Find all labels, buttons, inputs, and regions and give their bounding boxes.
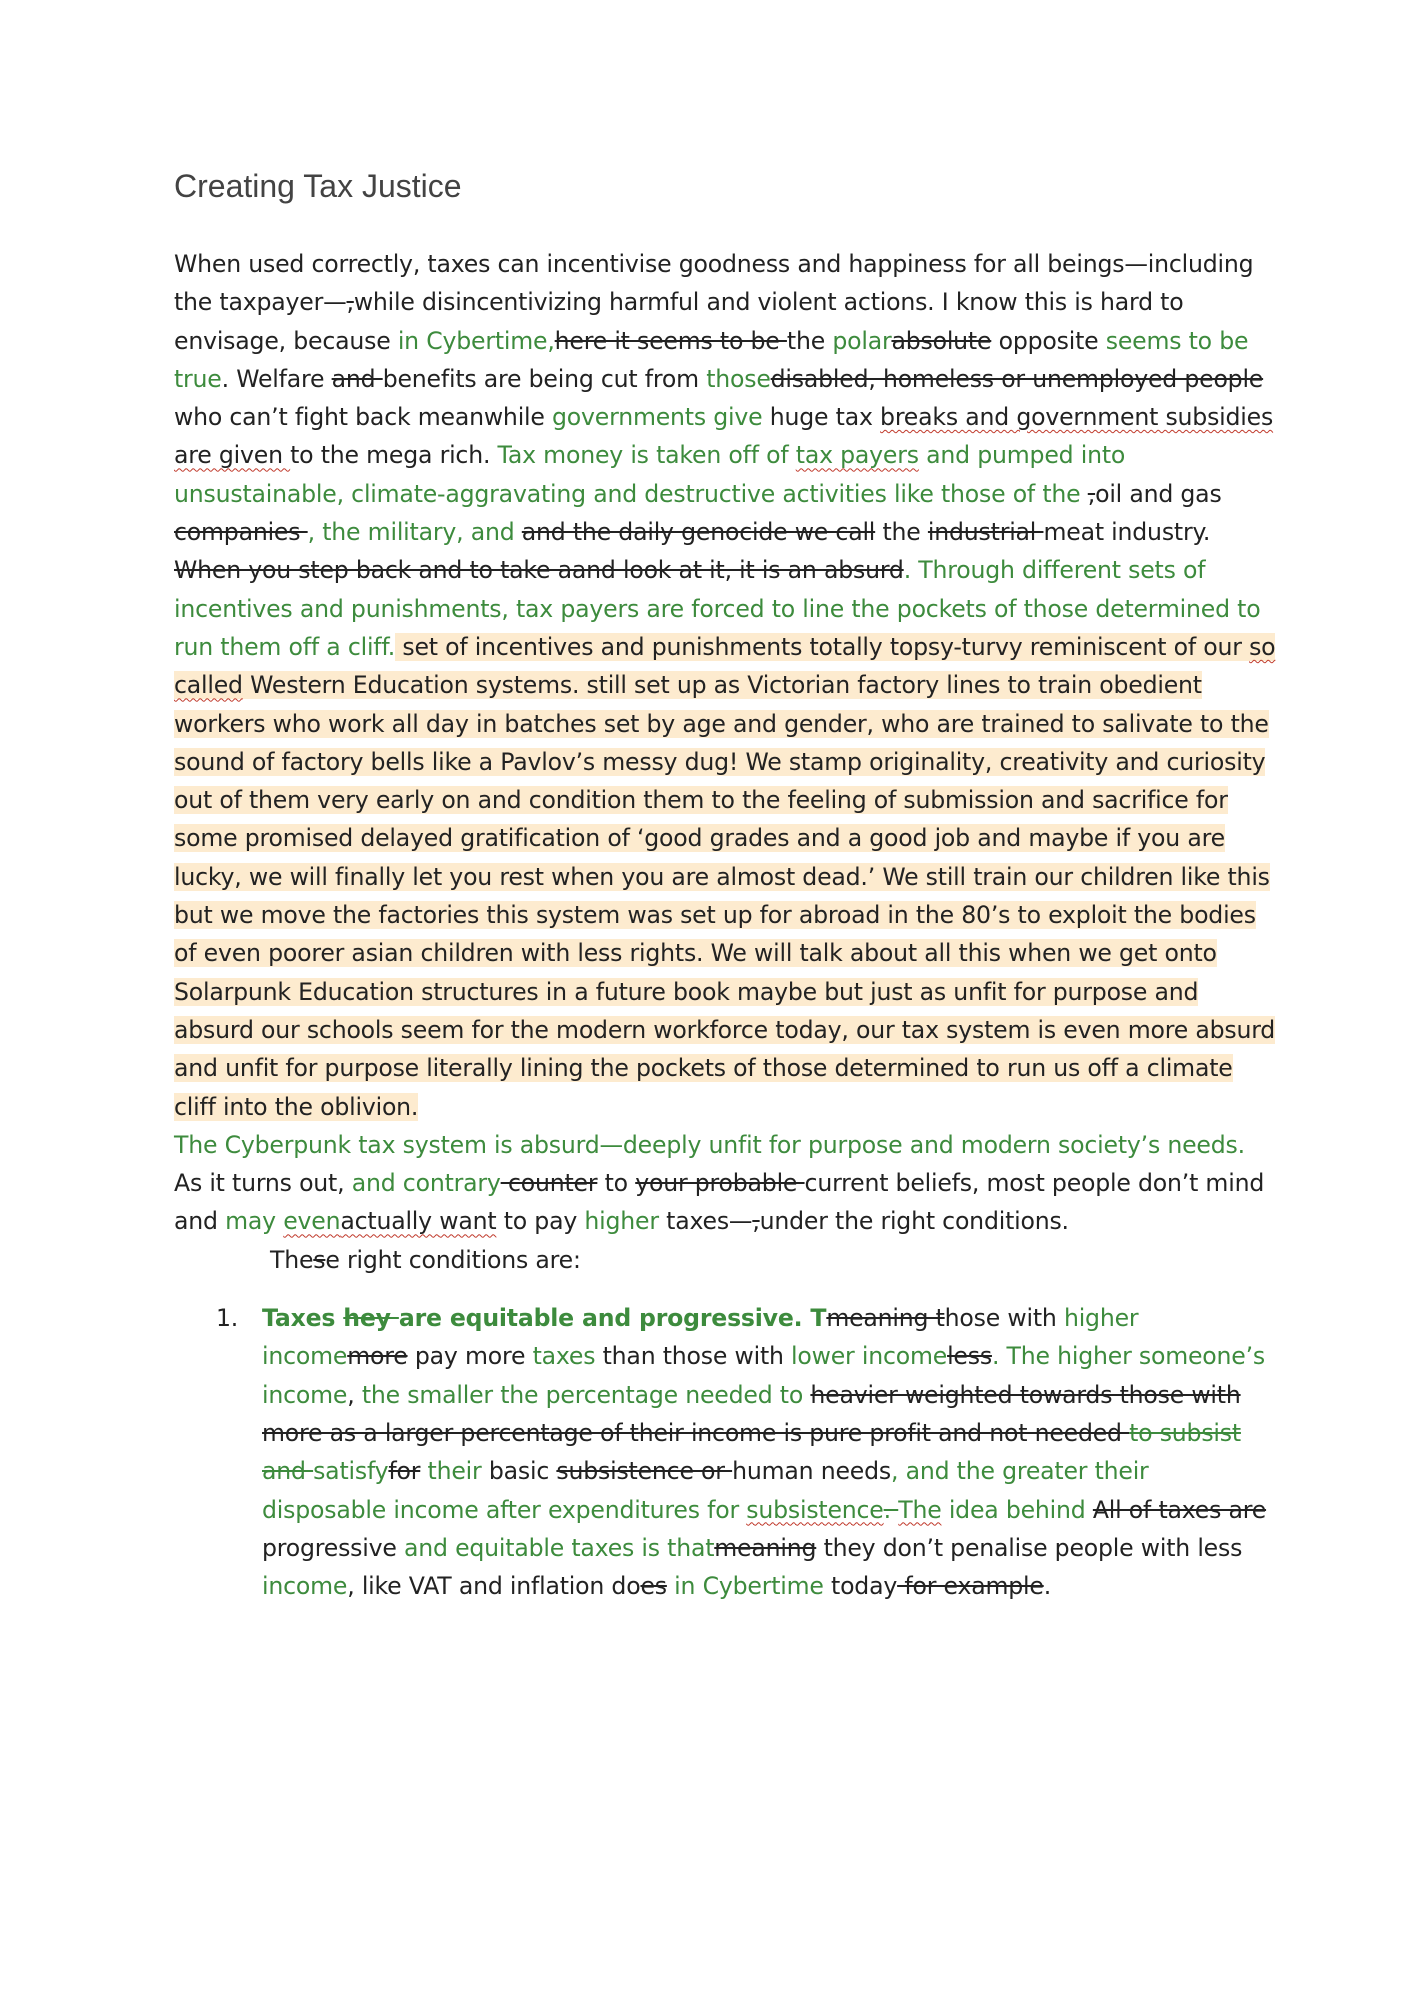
text-run: idea behind bbox=[941, 1495, 1093, 1524]
text-run: . bbox=[883, 1495, 899, 1524]
text-run: , like VAT and inflation do bbox=[347, 1572, 641, 1601]
text-run: and pumped into unsustainable, climate-aggravating and destructive activities like those of the bbox=[174, 441, 1126, 508]
text-run: companies bbox=[174, 518, 308, 547]
text-run: to pay bbox=[496, 1207, 585, 1236]
paragraph-right-conditions-intro[interactable] bbox=[174, 1164, 1276, 1241]
text-run: subsistence or bbox=[556, 1457, 733, 1486]
text-run: benefits are being cut from bbox=[382, 364, 707, 393]
text-run: less bbox=[947, 1342, 992, 1371]
text-run: meat industry. bbox=[1043, 518, 1211, 547]
text-run: . Welfare bbox=[221, 364, 332, 393]
text-run: , bbox=[1087, 479, 1096, 508]
text-run: tax payers bbox=[795, 441, 919, 470]
document-page bbox=[174, 168, 1276, 1605]
text-run: and contrary bbox=[351, 1169, 501, 1198]
text-run: , bbox=[346, 288, 354, 317]
text-run: huge tax bbox=[762, 403, 881, 432]
text-run: e right conditions are: bbox=[325, 1245, 581, 1274]
text-run: they don’t penalise people with less bbox=[816, 1533, 1243, 1562]
text-run: The bbox=[270, 1245, 314, 1274]
text-run: for example bbox=[897, 1572, 1044, 1601]
text-run: progressive bbox=[262, 1533, 404, 1562]
text-run: es bbox=[640, 1572, 667, 1601]
paragraph-conditions-lead[interactable] bbox=[174, 1241, 1276, 1279]
text-run: to subsist and bbox=[262, 1418, 1241, 1486]
text-run: taxes— bbox=[658, 1207, 753, 1236]
text-run: want bbox=[439, 1207, 497, 1236]
text-run: , the military, and bbox=[307, 518, 522, 547]
text-run: hose with bbox=[944, 1304, 1064, 1333]
text-run: counter bbox=[500, 1169, 598, 1198]
text-run: their bbox=[420, 1457, 482, 1486]
text-run: under the right conditions. bbox=[759, 1207, 1069, 1236]
paragraph-intro[interactable] bbox=[174, 245, 1276, 1126]
text-run: industrial bbox=[927, 518, 1044, 547]
text-run: disabled, homeless or unemployed people bbox=[770, 364, 1264, 393]
text-run: the bbox=[786, 326, 833, 355]
text-run: than those with bbox=[595, 1342, 792, 1371]
text-run: Western Education systems. still set up as Victorian factory lines to train obedient workers who work all day in batches set by age and gender, who are trained to salivate to the sound of factory bells like a Pavlov’s messy dug! We stamp originality, creativity and curiosity out of them very early on and condition them to the feeling of submission and sacrifice for some promised delayed gratification of ‘good grades and a good job and maybe if you are lucky, we will finally let you rest when you are almost dead.’ We still train our children like this but we move the factories this system was set up for abroad in the 80’s to exploit the bodies of even poorer asian children with less rights. We will talk about all this when we get onto Solarpunk Education structures in a future book maybe but just as unfit for purpose and absurd our schools seem for the modern workforce today, our tax system is even more absurd and unfit for purpose literally lining the pockets of those determined to run us off a climate cliff into the oblivion. bbox=[174, 671, 1276, 1121]
text-run: seems to be true bbox=[174, 326, 1249, 393]
text-run: absolute bbox=[891, 326, 992, 355]
text-run: pay more bbox=[407, 1342, 533, 1371]
text-run: so called bbox=[174, 632, 1276, 700]
text-run: and the daily genocide we call bbox=[521, 518, 876, 547]
text-run: s bbox=[313, 1245, 326, 1274]
conditions-list bbox=[174, 1299, 1276, 1605]
text-run: higher income bbox=[262, 1304, 1139, 1371]
text-run: . Through different sets of incentives and punishments, tax payers are forced to line the pockets of those determined to run them off a cliff. bbox=[174, 556, 1261, 661]
text-run: for bbox=[388, 1457, 421, 1486]
text-run: and bbox=[331, 364, 383, 393]
text-run: to the mega rich. bbox=[290, 441, 498, 470]
text-run: while disincentivizing harmful and violent actions. I know this is hard to envisage, because bbox=[174, 288, 1184, 355]
list-item[interactable] bbox=[174, 1299, 1276, 1605]
text-run: higher bbox=[584, 1207, 659, 1236]
text-run: lower income bbox=[791, 1342, 948, 1371]
text-run: actually bbox=[340, 1207, 440, 1236]
text-run: today bbox=[823, 1572, 898, 1601]
paragraph-cyberpunk-absurd[interactable] bbox=[174, 1126, 1276, 1164]
text-run: set of incentives and punishments totally topsy-turvy reminiscent of our bbox=[395, 632, 1250, 661]
text-run: , bbox=[347, 1380, 362, 1409]
text-run: hey bbox=[343, 1304, 399, 1333]
text-run: polar bbox=[832, 326, 892, 355]
text-run: subsistence bbox=[746, 1495, 884, 1524]
text-run: who can’t fight back meanwhile bbox=[174, 403, 553, 432]
text-run: As it turns out, bbox=[174, 1169, 352, 1198]
text-run: in Cybertime bbox=[666, 1572, 824, 1601]
text-run: , and the greater their disposable income after expenditures for bbox=[262, 1457, 1149, 1524]
text-run: breaks and government subsidies are given bbox=[174, 403, 1274, 470]
text-run: meaning bbox=[714, 1533, 817, 1562]
text-run: taxes bbox=[532, 1342, 596, 1371]
text-run: here it seems to be bbox=[554, 326, 787, 355]
text-run: your probable bbox=[635, 1169, 805, 1198]
text-run: , bbox=[752, 1207, 760, 1236]
text-run: satisfy bbox=[313, 1457, 389, 1486]
text-run: governments give bbox=[552, 403, 763, 432]
text-run: and equitable taxes is that bbox=[404, 1533, 715, 1562]
list-item-text bbox=[262, 1304, 1266, 1600]
text-run: those bbox=[706, 364, 771, 393]
text-run: opposite bbox=[991, 326, 1106, 355]
text-run: human needs bbox=[732, 1457, 891, 1486]
text-run: When used correctly, taxes can incentivise goodness and happiness for all beings—including the taxpayer— bbox=[174, 250, 1254, 317]
text-run: Tax money is taken off of bbox=[497, 441, 796, 470]
text-run: All of taxes are bbox=[1092, 1495, 1267, 1524]
text-run: to bbox=[597, 1169, 636, 1198]
text-run: Taxes bbox=[262, 1304, 344, 1333]
text-run: . bbox=[1043, 1572, 1052, 1601]
list-number: 1. bbox=[216, 1304, 239, 1333]
text-run: the smaller the percentage needed to bbox=[361, 1380, 811, 1409]
text-run: may bbox=[225, 1207, 284, 1236]
text-run: current beliefs, most people don’t mind and bbox=[174, 1169, 1265, 1236]
text-run: more bbox=[347, 1342, 408, 1371]
text-run: oil and gas bbox=[1095, 479, 1222, 508]
text-run: in Cybertime, bbox=[397, 326, 555, 355]
text-run: even bbox=[283, 1207, 341, 1236]
document-title: Creating Tax Justice bbox=[174, 168, 462, 204]
text-run: The bbox=[898, 1495, 942, 1524]
text-run: heavier weighted towards those with more as a larger percentage of their income is pure profit and not needed bbox=[262, 1380, 1241, 1447]
text-run: basic bbox=[481, 1457, 557, 1486]
text-run: The Cyberpunk tax system is absurd—deeply unfit for purpose and modern society’s needs. bbox=[174, 1130, 1245, 1159]
text-run: meaning t bbox=[826, 1304, 945, 1333]
text-run: income bbox=[262, 1572, 348, 1601]
text-run: When you step back and to take aand look at it, it is an absurd bbox=[174, 556, 904, 585]
text-run: are equitable and progressive. T bbox=[398, 1304, 827, 1333]
text-run: the bbox=[875, 518, 928, 547]
text-run: . The higher someone’s income bbox=[262, 1342, 1265, 1409]
